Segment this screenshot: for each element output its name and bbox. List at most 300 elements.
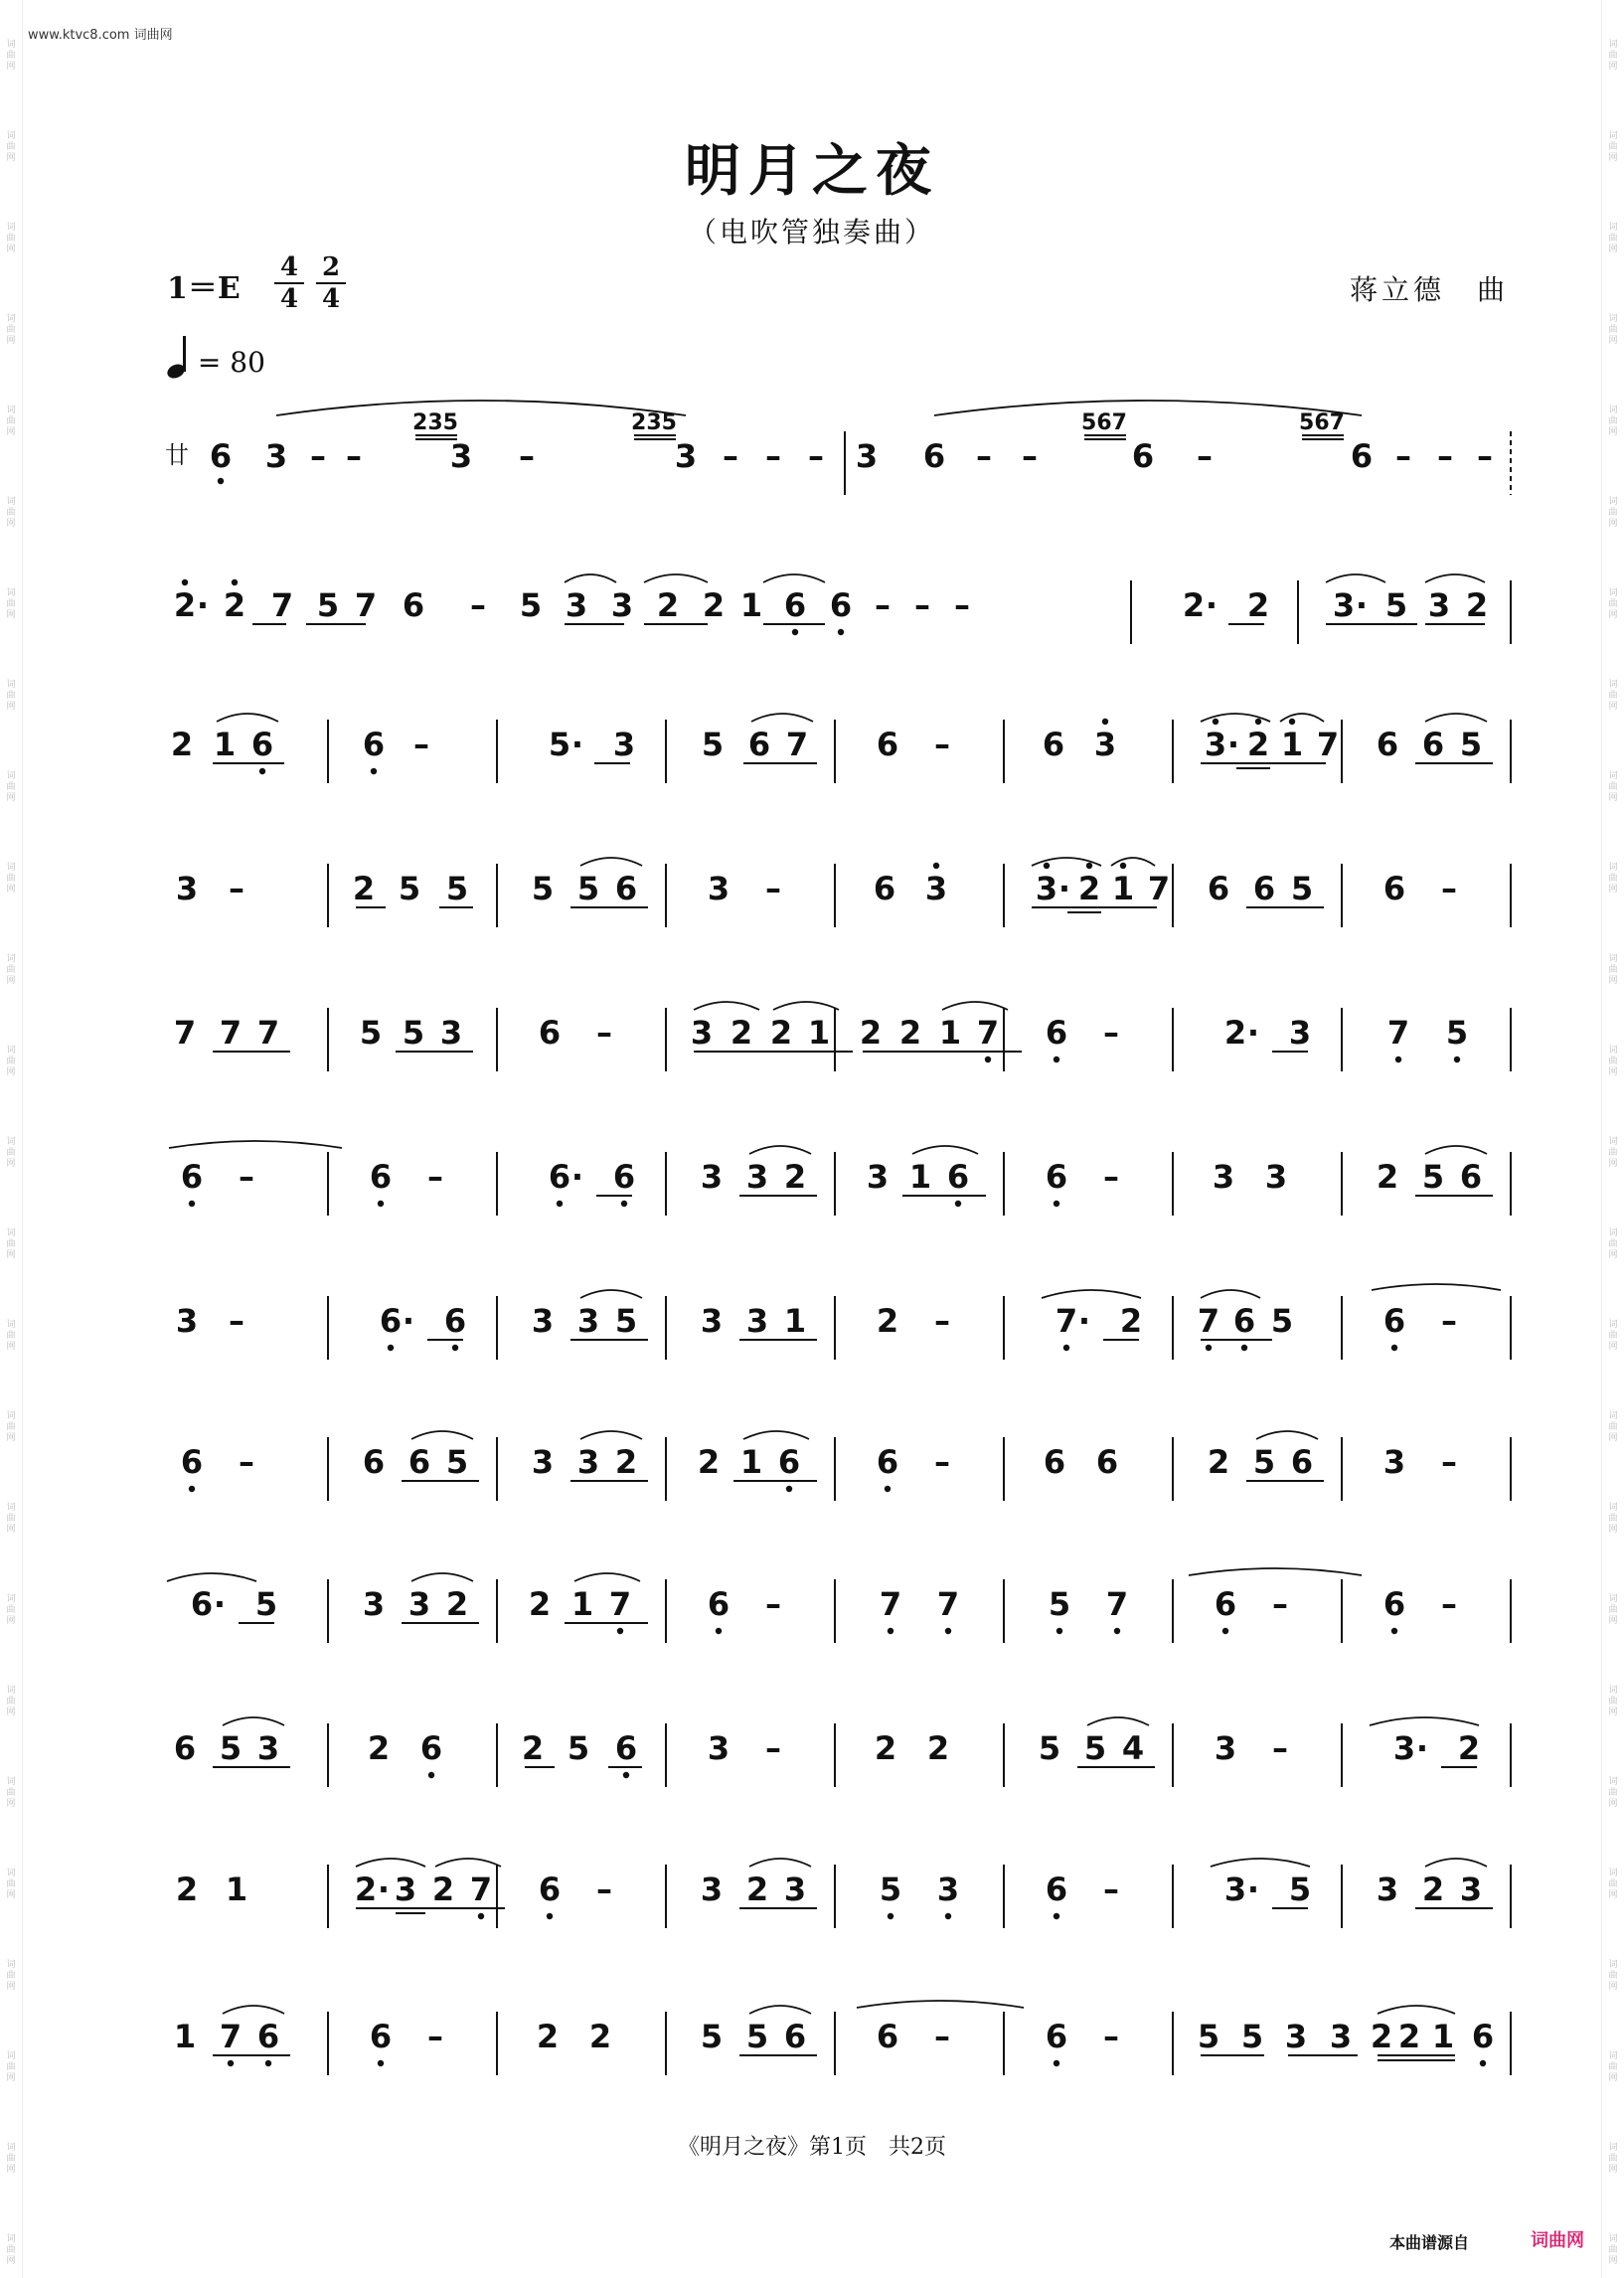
note: 7 bbox=[270, 586, 294, 624]
note: – bbox=[1103, 2018, 1119, 2055]
note: 3 bbox=[439, 1014, 463, 1052]
octave-dot bbox=[1044, 863, 1050, 869]
note: 6 bbox=[1207, 870, 1230, 907]
watermark-text: 词 曲 网 bbox=[1608, 1594, 1618, 1626]
note: – bbox=[954, 586, 970, 624]
note: 6 bbox=[362, 726, 386, 763]
note: 1 bbox=[173, 2018, 197, 2055]
note: – bbox=[934, 726, 950, 763]
note: 2 bbox=[1077, 870, 1101, 907]
octave-dot bbox=[945, 1628, 951, 1634]
sustain-dash: – bbox=[1395, 437, 1411, 475]
tempo-marking bbox=[167, 338, 265, 379]
grace-notes: 235 bbox=[412, 410, 458, 435]
augmentation-dot: · bbox=[1077, 1302, 1091, 1340]
note: 2 bbox=[1119, 1302, 1143, 1340]
slur bbox=[1111, 858, 1155, 866]
watermark-text: 词 曲 网 bbox=[6, 1228, 16, 1260]
watermark-text: 词 曲 网 bbox=[1608, 1960, 1618, 1992]
note: 6 bbox=[876, 1443, 899, 1481]
site-url[interactable]: www.ktvc8.com 词曲网 bbox=[28, 28, 173, 43]
note: – bbox=[229, 870, 244, 907]
note: 2 bbox=[1465, 586, 1489, 624]
note: – bbox=[239, 1443, 254, 1481]
note: 3 bbox=[576, 1302, 600, 1340]
note: – bbox=[875, 586, 891, 624]
note: 2 bbox=[1207, 1443, 1230, 1481]
grace-notes: 567 bbox=[1299, 410, 1345, 435]
watermark-text: 词 曲 网 bbox=[1608, 954, 1618, 986]
note: 6 bbox=[1252, 870, 1276, 907]
octave-dot bbox=[1102, 719, 1108, 725]
note: – bbox=[765, 1585, 781, 1623]
note: 2 bbox=[536, 2018, 560, 2055]
note: – bbox=[934, 1302, 950, 1340]
note: 1 bbox=[1111, 870, 1135, 907]
note: 3 bbox=[449, 437, 473, 475]
watermark-text: 词 曲 网 bbox=[6, 1503, 16, 1535]
watermark-text: 词 曲 网 bbox=[1608, 223, 1618, 254]
augmentation-dot: · bbox=[570, 726, 584, 763]
octave-dot bbox=[388, 1345, 394, 1351]
slur bbox=[223, 1717, 284, 1725]
slur bbox=[356, 1859, 425, 1867]
slur bbox=[773, 1002, 839, 1010]
note: 2 bbox=[783, 1158, 807, 1196]
note: 6 bbox=[1045, 1014, 1068, 1052]
watermark-text: 词 曲 网 bbox=[1608, 1686, 1618, 1717]
note: 3 bbox=[924, 870, 948, 907]
watermark-text: 词 曲 网 bbox=[6, 406, 16, 437]
watermark-text: 词 曲 网 bbox=[6, 1686, 16, 1717]
slur bbox=[411, 1573, 473, 1581]
octave-dot bbox=[945, 1913, 951, 1919]
octave-dot bbox=[617, 1628, 623, 1634]
octave-dot bbox=[1391, 1345, 1397, 1351]
note: – bbox=[934, 1443, 950, 1481]
slur bbox=[644, 574, 708, 582]
note: 3 bbox=[1329, 2018, 1353, 2055]
note: 7 bbox=[469, 1871, 493, 1908]
watermark-text: 词 曲 网 bbox=[1608, 314, 1618, 346]
note: 6 bbox=[707, 1585, 731, 1623]
slur bbox=[1189, 1568, 1362, 1575]
note: 6 bbox=[443, 1302, 467, 1340]
note: 2 bbox=[614, 1443, 638, 1481]
fermata-mark: 廿 bbox=[165, 441, 189, 469]
slur bbox=[751, 714, 813, 722]
watermark-text: 词 曲 网 bbox=[1608, 40, 1618, 72]
note: 2 bbox=[445, 1585, 469, 1623]
octave-dot bbox=[259, 768, 265, 774]
note: 3 bbox=[1376, 1871, 1399, 1908]
note: 5 bbox=[1240, 2018, 1264, 2055]
note: 6 bbox=[1214, 1585, 1237, 1623]
sustain-dash: – bbox=[346, 437, 362, 475]
note: 2 bbox=[223, 586, 246, 624]
note: 6 bbox=[209, 437, 233, 475]
note: 2 bbox=[702, 586, 726, 624]
slur bbox=[1425, 1859, 1487, 1867]
watermark-text: 词 曲 网 bbox=[6, 1137, 16, 1169]
note: 5 bbox=[402, 1014, 425, 1052]
note: 6 bbox=[873, 870, 896, 907]
octave-dot bbox=[838, 629, 844, 635]
watermark-text: 词 曲 网 bbox=[1608, 1228, 1618, 1260]
note: 3 bbox=[256, 1729, 280, 1767]
note: – bbox=[596, 1014, 612, 1052]
note: 6 bbox=[747, 726, 771, 763]
watermark-text: 词 曲 网 bbox=[1608, 588, 1618, 620]
note: 7 bbox=[354, 586, 378, 624]
note: 6 bbox=[1045, 2018, 1068, 2055]
note: 6 bbox=[1376, 726, 1399, 763]
note: 1 bbox=[807, 1014, 831, 1052]
note: 6 bbox=[1382, 1302, 1406, 1340]
slur bbox=[580, 858, 642, 866]
note: 3 bbox=[936, 1871, 960, 1908]
watermark-text: 词 曲 网 bbox=[6, 1411, 16, 1443]
note: 6 bbox=[1131, 437, 1155, 475]
note: 5 bbox=[445, 1443, 469, 1481]
note: 5 bbox=[1083, 1729, 1107, 1767]
octave-dot bbox=[955, 1201, 961, 1207]
time-signature-4-4 bbox=[274, 254, 304, 312]
note: 6 bbox=[829, 586, 853, 624]
watermark-text: 词 曲 网 bbox=[6, 1777, 16, 1809]
watermark-text: 词 曲 网 bbox=[6, 771, 16, 803]
note: 6 bbox=[1421, 726, 1445, 763]
note: – bbox=[427, 2018, 443, 2055]
time-sig-top: 2 bbox=[321, 252, 341, 282]
octave-dot bbox=[1086, 863, 1092, 869]
slur bbox=[580, 1290, 642, 1298]
note: 6 bbox=[777, 1443, 801, 1481]
octave-dot bbox=[1289, 719, 1295, 725]
note: 6 bbox=[1095, 1443, 1119, 1481]
note: 6 bbox=[946, 1158, 970, 1196]
note: 6 bbox=[1043, 1443, 1066, 1481]
note: 5 bbox=[1290, 870, 1314, 907]
octave-dot bbox=[452, 1345, 458, 1351]
note: 5 bbox=[1288, 1871, 1312, 1908]
note: 6 bbox=[1045, 1871, 1068, 1908]
augmentation-dot: · bbox=[1205, 586, 1218, 624]
key-signature: 1＝E bbox=[167, 271, 241, 306]
note: 6 bbox=[538, 1014, 562, 1052]
note: 5 bbox=[531, 870, 555, 907]
watermark-text: 词 曲 网 bbox=[6, 2234, 16, 2266]
octave-dot bbox=[1114, 1628, 1120, 1634]
note: 3 bbox=[783, 1871, 807, 1908]
slur bbox=[574, 1573, 640, 1581]
note: 6 bbox=[402, 586, 425, 624]
note: 5 bbox=[445, 870, 469, 907]
watermark-text: 词 曲 网 bbox=[1608, 1411, 1618, 1443]
octave-dot bbox=[1054, 1057, 1059, 1062]
note: 3 bbox=[1459, 1871, 1483, 1908]
note: 1 bbox=[739, 586, 763, 624]
note: 2 bbox=[1223, 1014, 1247, 1052]
octave-dot bbox=[1222, 1628, 1228, 1634]
augmentation-dot: · bbox=[196, 586, 210, 624]
note: 7 bbox=[219, 1014, 243, 1052]
watermark-text: 词 曲 网 bbox=[6, 314, 16, 346]
note: 5 bbox=[548, 726, 571, 763]
note: 6 bbox=[783, 2018, 807, 2055]
time-signature-2-4 bbox=[316, 254, 346, 312]
note: 5 bbox=[1197, 2018, 1220, 2055]
note: 2 bbox=[769, 1014, 793, 1052]
slur bbox=[565, 574, 616, 582]
octave-dot bbox=[1063, 1345, 1069, 1351]
note: – bbox=[427, 1158, 443, 1196]
octave-dot bbox=[1480, 2060, 1486, 2066]
note: – bbox=[1103, 1871, 1119, 1908]
note: 3 bbox=[690, 1014, 714, 1052]
sustain-dash: – bbox=[808, 437, 824, 475]
octave-dot bbox=[1213, 719, 1218, 725]
note: 2 bbox=[1376, 1158, 1399, 1196]
note: 7 bbox=[1147, 870, 1171, 907]
watermark-text: 词 曲 网 bbox=[1608, 863, 1618, 895]
note: 3 bbox=[700, 1871, 724, 1908]
note: 6 bbox=[1382, 870, 1406, 907]
watermark-text: 词 曲 网 bbox=[6, 863, 16, 895]
note: – bbox=[413, 726, 429, 763]
slur bbox=[1201, 1290, 1260, 1298]
slur bbox=[1378, 2006, 1455, 2014]
note: 3 bbox=[1332, 586, 1356, 624]
note: – bbox=[934, 2018, 950, 2055]
note: – bbox=[470, 586, 486, 624]
note: 5 bbox=[1459, 726, 1483, 763]
note: 3 bbox=[745, 1158, 769, 1196]
augmentation-dot: · bbox=[570, 1158, 584, 1196]
note: 1 bbox=[225, 1871, 248, 1908]
octave-dot bbox=[1120, 863, 1126, 869]
slur bbox=[1042, 1290, 1141, 1298]
note: 5 bbox=[1445, 1014, 1469, 1052]
octave-dot bbox=[621, 1201, 627, 1207]
note: – bbox=[1103, 1158, 1119, 1196]
note: 2 bbox=[588, 2018, 612, 2055]
slur bbox=[694, 1002, 759, 1010]
note: 5 bbox=[359, 1014, 383, 1052]
augmentation-dot: · bbox=[1226, 726, 1240, 763]
octave-dot bbox=[232, 579, 238, 585]
note: 7 bbox=[879, 1585, 902, 1623]
watermark-text: 词 曲 网 bbox=[1608, 771, 1618, 803]
slur bbox=[749, 1859, 811, 1867]
note: 1 bbox=[213, 726, 237, 763]
note: 5 bbox=[1048, 1585, 1071, 1623]
note: 2 bbox=[175, 1871, 199, 1908]
note: 2 bbox=[730, 1014, 753, 1052]
octave-dot bbox=[1241, 1345, 1247, 1351]
note: 2 bbox=[1421, 1871, 1445, 1908]
note: 2 bbox=[697, 1443, 721, 1481]
note: 2 bbox=[170, 726, 194, 763]
octave-dot bbox=[1395, 1057, 1401, 1062]
note: 7 bbox=[785, 726, 809, 763]
note: 2 bbox=[1397, 2018, 1421, 2055]
watermark-text: 词 曲 网 bbox=[1608, 1777, 1618, 1809]
note: 7 bbox=[1386, 1014, 1410, 1052]
watermark-text: 词 曲 网 bbox=[6, 588, 16, 620]
augmentation-dot: · bbox=[402, 1302, 415, 1340]
note: 3 bbox=[565, 586, 588, 624]
augmentation-dot: · bbox=[377, 1871, 391, 1908]
note: 3 bbox=[700, 1302, 724, 1340]
note: 6 bbox=[250, 726, 274, 763]
note: 3 bbox=[745, 1302, 769, 1340]
sustain-dash: – bbox=[976, 437, 992, 475]
note: 3 bbox=[1264, 1158, 1288, 1196]
slur bbox=[435, 1859, 501, 1867]
note: 5 bbox=[576, 870, 600, 907]
slur bbox=[749, 2006, 811, 2014]
note: 6 bbox=[548, 1158, 571, 1196]
slur bbox=[1372, 1284, 1501, 1290]
octave-dot bbox=[1255, 719, 1261, 725]
octave-dot bbox=[218, 478, 224, 484]
source-logo[interactable]: 词曲网 bbox=[1531, 2230, 1584, 2251]
note: 3 bbox=[1382, 1443, 1406, 1481]
note: 2 bbox=[745, 1871, 769, 1908]
note: 2 bbox=[1246, 586, 1270, 624]
octave-dot bbox=[786, 1486, 792, 1492]
quarter-note-icon bbox=[167, 338, 189, 378]
slur bbox=[580, 1431, 642, 1439]
note: – bbox=[596, 1871, 612, 1908]
note: 6 bbox=[614, 1729, 638, 1767]
octave-dot bbox=[792, 629, 798, 635]
note: 3 bbox=[531, 1443, 555, 1481]
note: 3 bbox=[1204, 726, 1227, 763]
note: 6 bbox=[180, 1443, 204, 1481]
note: – bbox=[229, 1302, 244, 1340]
note: 3 bbox=[1284, 2018, 1308, 2055]
note: 6 bbox=[190, 1585, 214, 1623]
grace-notes: 235 bbox=[631, 410, 677, 435]
note: 3 bbox=[531, 1302, 555, 1340]
watermark-text: 词 曲 网 bbox=[6, 40, 16, 72]
watermark-text: 词 曲 网 bbox=[1608, 2143, 1618, 2175]
note: 5 bbox=[1384, 586, 1408, 624]
note: 6 bbox=[180, 1158, 204, 1196]
note: 2 bbox=[898, 1014, 922, 1052]
watermark-text: 词 曲 网 bbox=[1608, 2234, 1618, 2266]
augmentation-dot: · bbox=[213, 1585, 227, 1623]
watermark-text: 词 曲 网 bbox=[1608, 1503, 1618, 1535]
slur bbox=[1425, 714, 1487, 722]
note: 3 bbox=[576, 1443, 600, 1481]
sustain-dash: – bbox=[723, 437, 738, 475]
note: 7 bbox=[1105, 1585, 1129, 1623]
note: – bbox=[1103, 1014, 1119, 1052]
slur bbox=[411, 1431, 473, 1439]
note: 4 bbox=[1121, 1729, 1145, 1767]
watermark-text: 词 曲 网 bbox=[6, 1960, 16, 1992]
note: 1 bbox=[739, 1443, 763, 1481]
slur bbox=[276, 401, 686, 415]
note: – bbox=[1441, 1585, 1457, 1623]
note: 2 bbox=[431, 1871, 455, 1908]
note: – bbox=[765, 870, 781, 907]
octave-dot bbox=[888, 1628, 893, 1634]
note: 3 bbox=[394, 1871, 417, 1908]
note: 7 bbox=[256, 1014, 280, 1052]
slur bbox=[934, 401, 1362, 415]
sustain-dash: – bbox=[765, 437, 781, 475]
note: 2 bbox=[354, 1871, 378, 1908]
watermark-text: 词 曲 网 bbox=[6, 497, 16, 529]
score-title: 明月之夜 bbox=[685, 138, 939, 204]
note: 6 bbox=[876, 2018, 899, 2055]
note: 3 bbox=[707, 870, 731, 907]
note: 6 bbox=[1042, 726, 1065, 763]
note: 2 bbox=[352, 870, 376, 907]
note: 6 bbox=[1471, 2018, 1495, 2055]
sustain-dash: – bbox=[519, 437, 535, 475]
note: 1 bbox=[783, 1302, 807, 1340]
slur bbox=[1425, 574, 1485, 582]
octave-dot bbox=[265, 2060, 271, 2066]
note: 5 bbox=[614, 1302, 638, 1340]
note: 3 bbox=[707, 1729, 731, 1767]
slur bbox=[912, 1146, 978, 1154]
note: 2 bbox=[1457, 1729, 1481, 1767]
octave-dot bbox=[933, 863, 939, 869]
octave-dot bbox=[557, 1201, 563, 1207]
sustain-dash: – bbox=[1022, 437, 1038, 475]
time-sig-bottom: 4 bbox=[321, 284, 341, 314]
watermark-text: 词 曲 网 bbox=[6, 1869, 16, 1900]
watermark-text: 词 曲 网 bbox=[6, 680, 16, 712]
note: 3 bbox=[1288, 1014, 1312, 1052]
note: 3 bbox=[362, 1585, 386, 1623]
note: 3 bbox=[1212, 1158, 1235, 1196]
note: 1 bbox=[1280, 726, 1304, 763]
note: 3 bbox=[610, 586, 634, 624]
jianpu-score-staff bbox=[0, 378, 1624, 2107]
grace-notes: 567 bbox=[1081, 410, 1127, 435]
note: 5 bbox=[519, 586, 543, 624]
page-info: 《明月之夜》第1页 共2页 bbox=[678, 2135, 946, 2160]
slur bbox=[1280, 714, 1324, 722]
note: 3 bbox=[700, 1158, 724, 1196]
octave-dot bbox=[1206, 1345, 1212, 1351]
note: 3 bbox=[1093, 726, 1117, 763]
note: 1 bbox=[1431, 2018, 1455, 2055]
sustain-dash: – bbox=[1197, 437, 1213, 475]
note: – bbox=[1441, 870, 1457, 907]
watermark-text: 词 曲 网 bbox=[1608, 1869, 1618, 1900]
note: 2 bbox=[859, 1014, 883, 1052]
watermark-text: 词 曲 网 bbox=[1608, 406, 1618, 437]
octave-dot bbox=[228, 2060, 234, 2066]
note: – bbox=[1272, 1729, 1288, 1767]
octave-dot bbox=[888, 1913, 893, 1919]
note: 6 bbox=[256, 2018, 280, 2055]
watermark-text: 词 曲 网 bbox=[1608, 1320, 1618, 1352]
watermark-text: 词 曲 网 bbox=[1608, 1137, 1618, 1169]
octave-dot bbox=[985, 1057, 991, 1062]
slur bbox=[1211, 1859, 1310, 1867]
note: 2 bbox=[876, 1302, 899, 1340]
note: 2 bbox=[1182, 586, 1206, 624]
